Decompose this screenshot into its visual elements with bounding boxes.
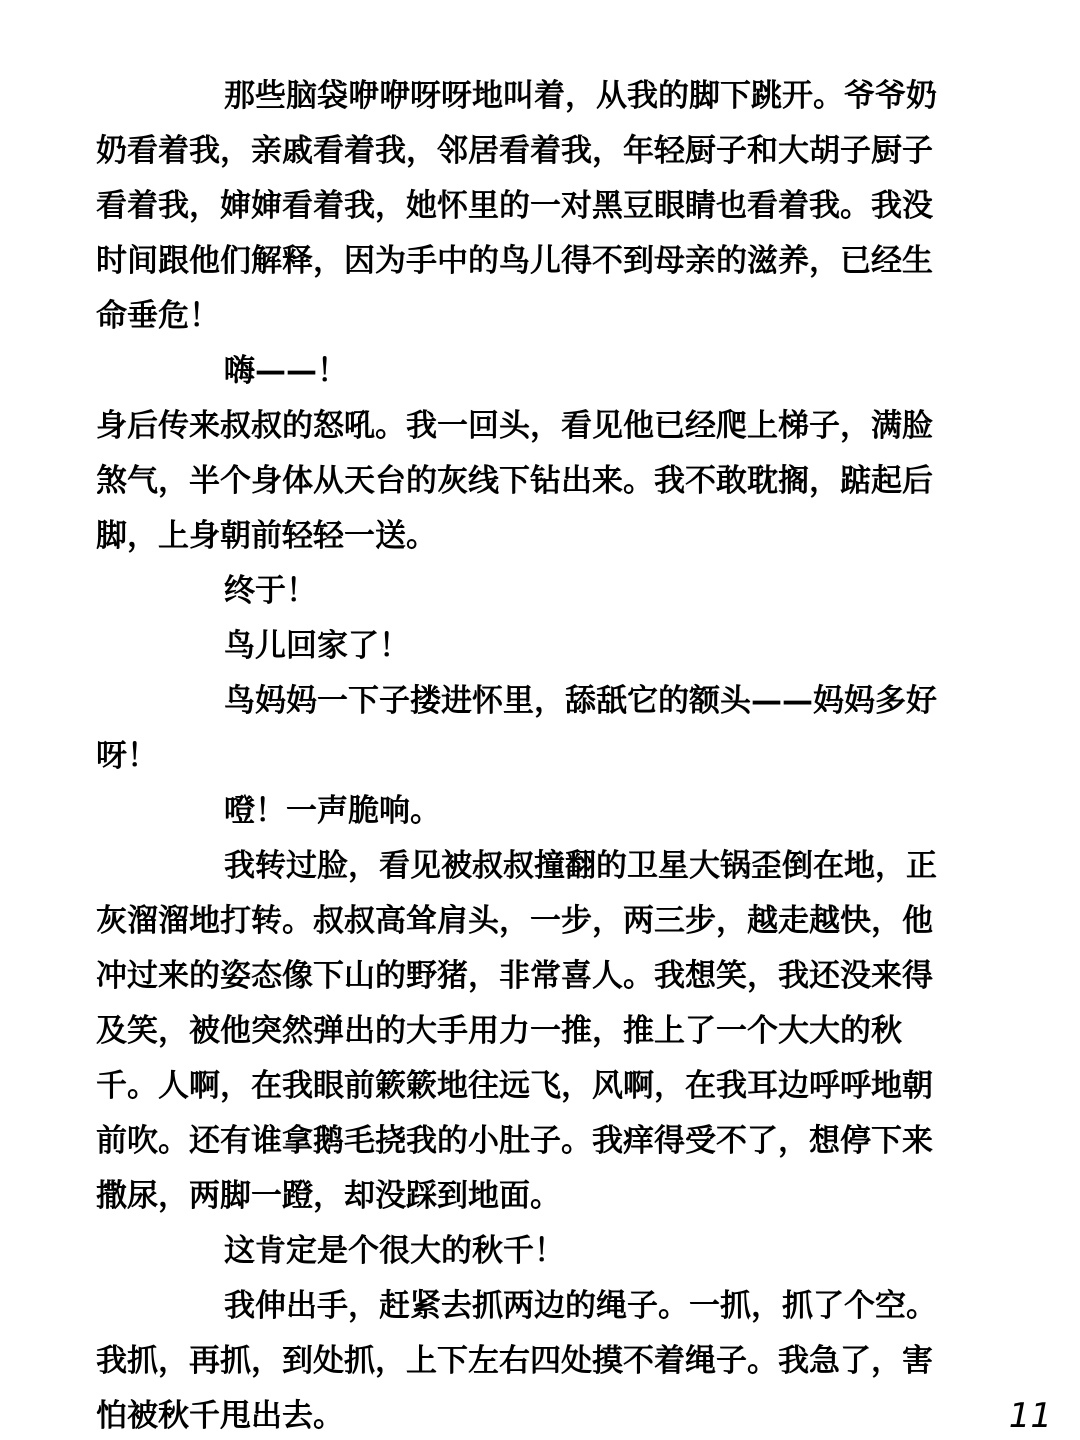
text-line: 千。人啊，在我眼前簌簌地往远飞，风啊，在我耳边呼呼地朝 (96, 1068, 933, 1104)
text-line: 脚，上身朝前轻轻一送。 (96, 518, 437, 554)
text-line: 嗨——！ (224, 353, 348, 389)
text-line: 鸟儿回家了！ (224, 628, 410, 664)
text-line: 终于！ (224, 573, 317, 609)
text-line: 我转过脸，看见被叔叔撞翻的卫星大锅歪倒在地，正 (224, 848, 937, 884)
text-line: 前吹。还有谁拿鹅毛挠我的小肚子。我痒得受不了，想停下来 (96, 1123, 933, 1159)
text-line: 那些脑袋咿咿呀呀地叫着，从我的脚下跳开。爷爷奶 (224, 78, 937, 114)
text-line: 我抓，再抓，到处抓，上下左右四处摸不着绳子。我急了，害 (96, 1343, 933, 1379)
text-line: 噔！一声脆响。 (224, 793, 441, 829)
text-line: 这肯定是个很大的秋千！ (224, 1233, 565, 1269)
text-line: 我伸出手，赶紧去抓两边的绳子。一抓，抓了个空。 (224, 1288, 937, 1324)
text-line: 呀！ (96, 738, 158, 774)
text-line: 煞气，半个身体从天台的灰线下钻出来。我不敢耽搁，踮起后 (96, 463, 933, 499)
text-line: 及笑，被他突然弹出的大手用力一推，推上了一个大大的秋 (96, 1013, 902, 1049)
text-line: 时间跟他们解释，因为手中的鸟儿得不到母亲的滋养，已经生 (96, 243, 933, 279)
text-line: 身后传来叔叔的怒吼。我一回头，看见他已经爬上梯子，满脸 (96, 408, 933, 444)
text-line: 看着我，婶婶看着我，她怀里的一对黑豆眼睛也看着我。我没 (96, 188, 933, 224)
text-line: 怕被秋千甩出去。 (96, 1398, 344, 1434)
text-line: 冲过来的姿态像下山的野猪，非常喜人。我想笑，我还没来得 (96, 958, 933, 994)
text-line: 灰溜溜地打转。叔叔高耸肩头，一步，两三步，越走越快，他 (96, 903, 933, 939)
text-line: 撒尿，两脚一蹬，却没踩到地面。 (96, 1178, 561, 1214)
text-line: 命垂危！ (96, 298, 220, 334)
text-line: 鸟妈妈一下子搂进怀里，舔舐它的额头——妈妈多好 (224, 683, 937, 719)
page-number: 11 (1008, 1396, 1052, 1436)
text-line: 奶看着我，亲戚看着我，邻居看着我，年轻厨子和大胡子厨子 (96, 133, 933, 169)
